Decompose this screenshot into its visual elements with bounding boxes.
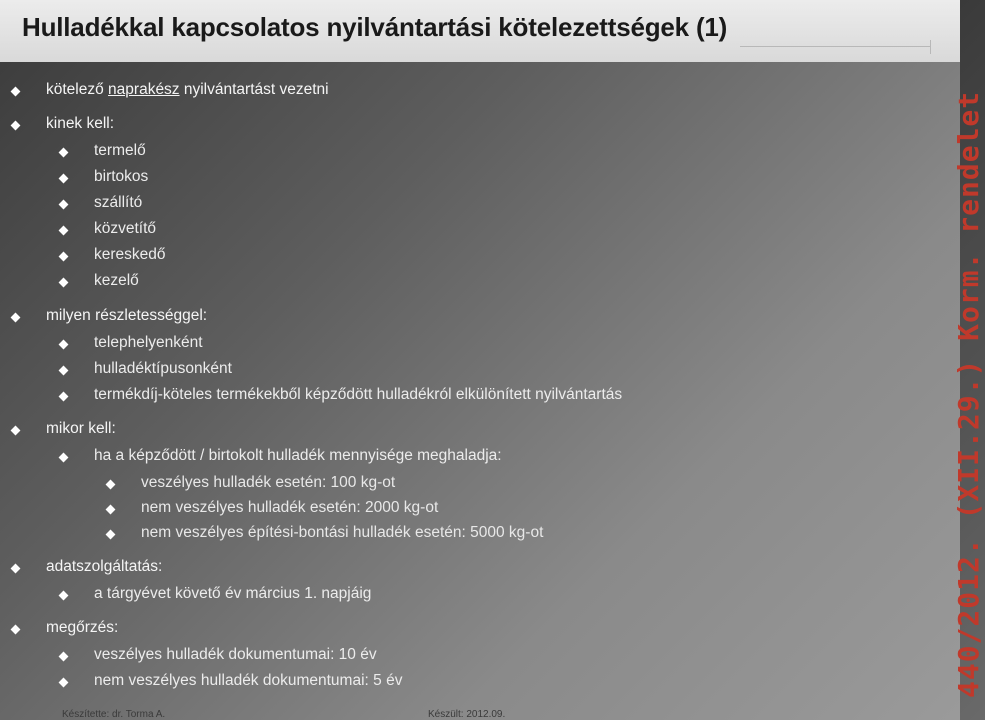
list-item: közvetítő <box>94 220 157 237</box>
bullet-icon <box>11 564 21 574</box>
list-item-label: mikor kell: <box>46 420 116 437</box>
bullet-icon <box>59 392 69 402</box>
title-bar <box>0 0 960 62</box>
list-item: ha a képződött / birtokolt hulladék mennyisége meghaladja: <box>94 447 502 464</box>
bullet-icon <box>11 87 21 97</box>
slide-title: Hulladékkal kapcsolatos nyilvántartási kötelezettségek (1) <box>22 12 728 42</box>
footer-author: Készítette: dr. Torma A. <box>62 709 166 720</box>
bullet-icon <box>106 530 116 540</box>
list-item-label: adatszolgáltatás: <box>46 558 163 575</box>
bullet-icon <box>11 121 21 131</box>
list-item-label: milyen részletességgel: <box>46 307 208 324</box>
footer-date: Készült: 2012.09. <box>428 709 506 720</box>
list-item-label: megőrzés: <box>46 619 119 636</box>
list-item: nem veszélyes hulladék esetén: 2000 kg-ot <box>141 499 439 516</box>
list-item <box>46 81 329 99</box>
bullet-icon <box>59 200 69 210</box>
bullet-icon <box>59 278 69 288</box>
bullet-icon <box>59 366 69 376</box>
regulation-text: 440/2012. (XII.29.) Korm. rendelet <box>952 90 985 698</box>
title-corner-mark <box>930 40 931 54</box>
bullet-icon <box>59 340 69 350</box>
list-item: birtokos <box>94 168 149 185</box>
list-item: nem veszélyes építési-bontási hulladék esetén: 5000 kg-ot <box>141 524 544 541</box>
bullet-icon <box>59 591 69 601</box>
list-item: veszélyes hulladék esetén: 100 kg-ot <box>141 474 396 491</box>
list-item: veszélyes hulladék dokumentumai: 10 év <box>94 646 377 663</box>
bullet-icon <box>59 678 69 688</box>
bullet-icon <box>59 252 69 262</box>
bullet-icon <box>106 505 116 515</box>
list-item-text: nyilvántartást vezetni <box>179 81 329 98</box>
list-item-label: kinek kell: <box>46 115 115 132</box>
bullet-icon <box>59 148 69 158</box>
list-item-text: kötelező <box>46 81 109 98</box>
list-item-underlined-text: naprakész <box>108 81 180 98</box>
list-item: kereskedő <box>94 246 166 263</box>
list-item: nem veszélyes hulladék dokumentumai: 5 év <box>94 672 403 689</box>
list-item: termékdíj-köteles termékekből képződött hulladékról elkülönített nyilvántartás <box>94 386 623 403</box>
title-divider <box>740 46 930 47</box>
bullet-icon <box>59 453 69 463</box>
bullet-icon <box>59 174 69 184</box>
list-item: termelő <box>94 142 146 159</box>
list-item: a tárgyévet követő év március 1. napjáig <box>94 585 372 602</box>
list-item: hulladéktípusonként <box>94 360 232 377</box>
bullet-icon <box>11 313 21 323</box>
bullet-icon <box>106 480 116 490</box>
bullet-icon <box>59 226 69 236</box>
bullet-icon <box>11 426 21 436</box>
list-item: telephelyenként <box>94 334 203 351</box>
list-item: kezelő <box>94 272 139 289</box>
list-item: szállító <box>94 194 143 211</box>
bullet-icon <box>59 652 69 662</box>
bullet-icon <box>11 625 21 635</box>
